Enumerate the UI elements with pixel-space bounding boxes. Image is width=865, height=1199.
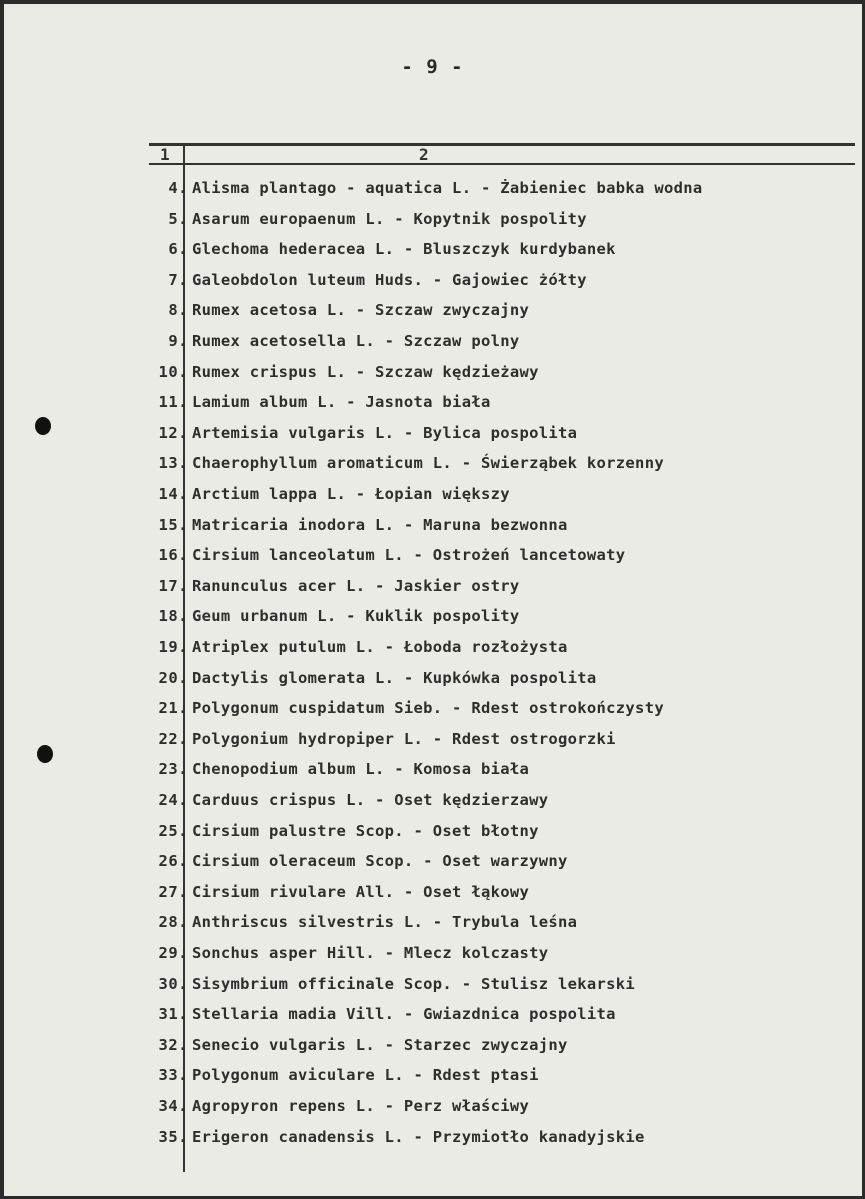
species-name: Sonchus asper Hill. - Mlecz kolczasty bbox=[192, 944, 549, 962]
row-number: 6. bbox=[168, 240, 188, 259]
row-number: 21. bbox=[158, 699, 188, 718]
row-number: 34. bbox=[158, 1097, 188, 1115]
species-name: Glechoma hederacea L. - Bluszczyk kurdybanek bbox=[192, 240, 616, 259]
row-number: 4. bbox=[168, 179, 188, 197]
row-number: 24. bbox=[158, 791, 188, 809]
species-name: Polygonum aviculare L. - Rdest ptasi bbox=[192, 1066, 539, 1085]
species-name: Asarum europaenum L. - Kopytnik pospolity bbox=[192, 209, 587, 228]
table-top-rule bbox=[149, 143, 855, 146]
row-number: 29. bbox=[158, 944, 188, 962]
row-number: 17. bbox=[158, 576, 188, 595]
species-name: Rumex acetosa L. - Szczaw zwyczajny bbox=[192, 301, 530, 320]
species-name: Lamium album L. - Jasnota biała bbox=[192, 393, 491, 412]
species-name: Polygonium hydropiper L. - Rdest ostrogorzki bbox=[192, 729, 616, 748]
punch-hole-mark bbox=[35, 417, 51, 435]
table-header-rule bbox=[149, 163, 855, 165]
species-name: Cirsium lanceolatum L. - Ostrożeń lancetowaty bbox=[192, 546, 626, 565]
species-name: Cirsium oleraceum Scop. - Oset warzywny bbox=[192, 852, 568, 871]
row-number: 20. bbox=[158, 668, 188, 687]
species-name: Stellaria madia Vill. - Gwiazdnica pospolita bbox=[192, 1005, 616, 1024]
species-name: Arctium lappa L. - Łopian większy bbox=[192, 485, 510, 503]
row-number: 30. bbox=[158, 974, 188, 993]
row-number: 16. bbox=[158, 546, 188, 565]
row-number: 7. bbox=[168, 270, 188, 289]
species-name: Erigeron canadensis L. - Przymiotło kanadyjskie bbox=[192, 1127, 645, 1146]
row-number: 32. bbox=[158, 1035, 188, 1054]
row-number: 25. bbox=[158, 821, 188, 840]
species-name: Matricaria inodora L. - Maruna bezwonna bbox=[192, 515, 568, 534]
species-name: Chenopodium album L. - Komosa biała bbox=[192, 760, 530, 779]
species-name: Geum urbanum L. - Kuklik pospolity bbox=[192, 607, 520, 626]
species-name: Atriplex putulum L. - Łoboda rozłożysta bbox=[192, 638, 568, 656]
column-header-number: 1 bbox=[160, 145, 170, 164]
species-name: Dactylis glomerata L. - Kupkówka pospolita bbox=[192, 668, 597, 687]
species-name: Ranunculus acer L. - Jaskier ostry bbox=[192, 576, 520, 595]
column-header-name: 2 bbox=[419, 145, 429, 164]
row-number: 22. bbox=[158, 729, 188, 748]
row-number: 18. bbox=[158, 607, 188, 626]
species-name: Alisma plantago - aquatica L. - Żabieniec babka wodna bbox=[192, 179, 703, 197]
row-number: 28. bbox=[158, 913, 188, 932]
row-number: 12. bbox=[158, 423, 188, 442]
species-name: Carduus crispus L. - Oset kędzierzawy bbox=[192, 791, 549, 809]
row-number: 9. bbox=[168, 332, 188, 350]
row-number: 27. bbox=[158, 882, 188, 901]
species-name: Galeobdolon luteum Huds. - Gajowiec żółty bbox=[192, 270, 587, 289]
species-name: Cirsium rivulare All. - Oset łąkowy bbox=[192, 882, 530, 901]
row-number: 19. bbox=[158, 638, 188, 656]
punch-hole-mark bbox=[37, 745, 53, 763]
species-name: Chaerophyllum aromaticum L. - Świerząbek korzenny bbox=[192, 454, 664, 473]
row-number: 11. bbox=[158, 393, 188, 412]
species-name: Cirsium palustre Scop. - Oset błotny bbox=[192, 821, 539, 840]
row-number: 13. bbox=[158, 454, 188, 473]
species-name: Sisymbrium officinale Scop. - Stulisz lekarski bbox=[192, 974, 636, 993]
row-number: 8. bbox=[168, 301, 188, 320]
row-number: 33. bbox=[158, 1066, 188, 1085]
species-name: Artemisia vulgaris L. - Bylica pospolita bbox=[192, 423, 578, 442]
species-name: Rumex crispus L. - Szczaw kędzieżawy bbox=[192, 362, 539, 381]
row-number: 35. bbox=[158, 1127, 188, 1146]
row-number: 26. bbox=[158, 852, 188, 871]
species-name: Rumex acetosella L. - Szczaw polny bbox=[192, 332, 520, 350]
row-number: 5. bbox=[168, 209, 188, 228]
row-number: 23. bbox=[158, 760, 188, 779]
page-number: - 9 - bbox=[401, 56, 464, 78]
species-name: Anthriscus silvestris L. - Trybula leśna bbox=[192, 913, 578, 932]
row-number: 14. bbox=[158, 485, 188, 503]
row-number: 10. bbox=[158, 362, 188, 381]
row-number: 31. bbox=[158, 1005, 188, 1024]
species-name: Polygonum cuspidatum Sieb. - Rdest ostrokończysty bbox=[192, 699, 664, 718]
species-name: Senecio vulgaris L. - Starzec zwyczajny bbox=[192, 1035, 568, 1054]
row-number: 15. bbox=[158, 515, 188, 534]
species-name: Agropyron repens L. - Perz właściwy bbox=[192, 1097, 530, 1115]
